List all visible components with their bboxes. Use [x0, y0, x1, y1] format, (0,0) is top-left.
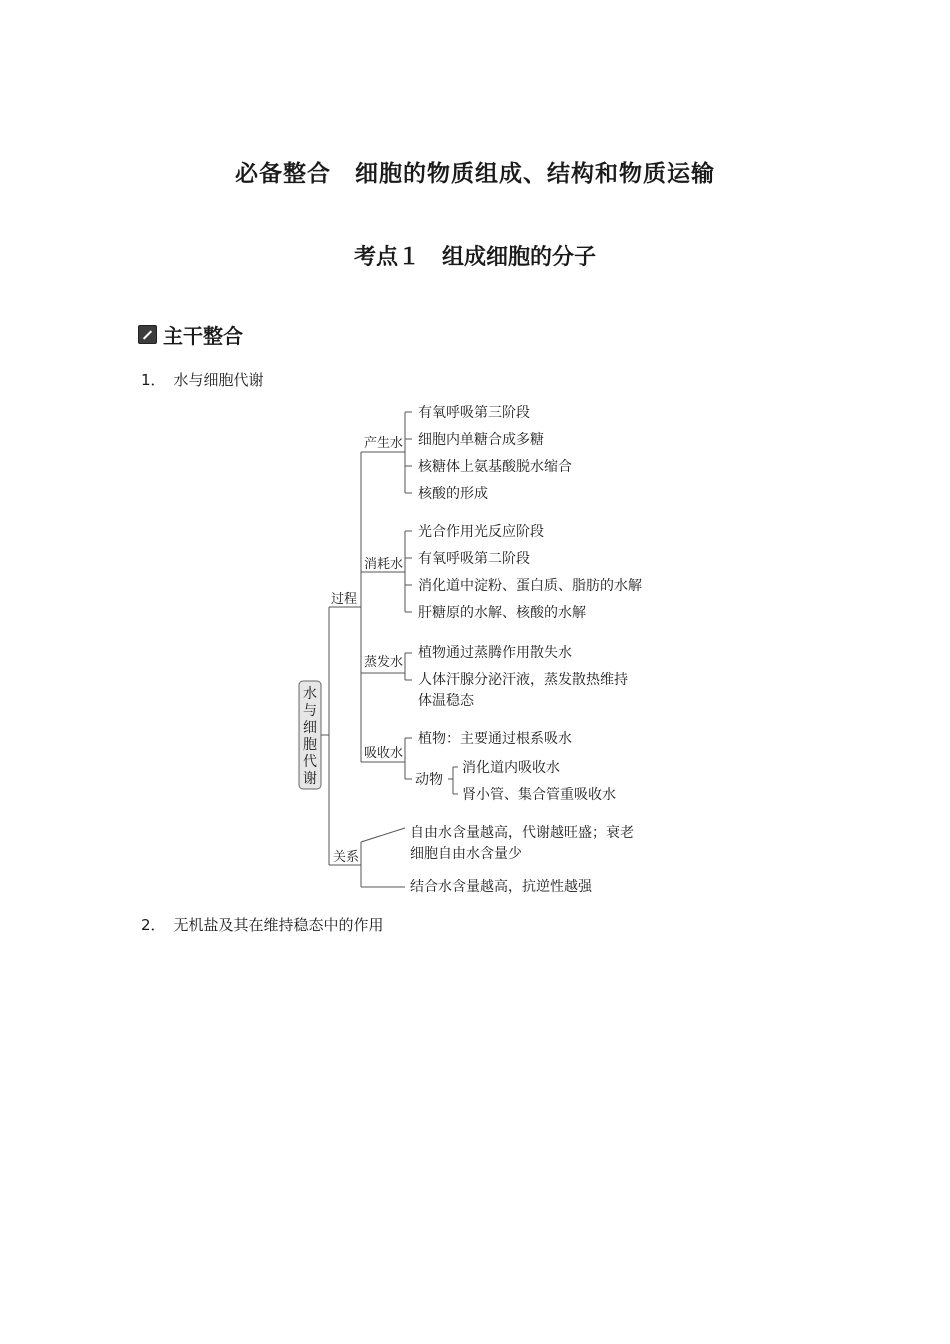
- relation-line-1: [361, 828, 405, 842]
- absorb-plant: 植物：主要通过根系吸水: [418, 731, 572, 747]
- relation-text-1b: 细胞自由水含量少: [410, 846, 522, 862]
- item-2-label: 无机盐及其在维持稳态中的作用: [173, 916, 384, 934]
- evaporate-label: 蒸发水: [364, 655, 404, 670]
- relation-text-1a: 自由水含量越高，代谢越旺盛；衰老: [410, 825, 634, 841]
- consume-item-2: 有氧呼吸第二阶段: [418, 551, 530, 567]
- section-title: 考点１ 组成细胞的分子: [353, 244, 596, 270]
- produce-item-3: 核糖体上氨基酸脱水缩合: [418, 459, 572, 475]
- page-title: 必备整合 细胞的物质组成、结构和物质运输: [235, 161, 715, 187]
- main-heading-label: 主干整合: [163, 324, 243, 348]
- consume-item-1: 光合作用光反应阶段: [418, 524, 544, 540]
- process-label: 过程: [331, 592, 358, 607]
- absorb-label: 吸收水: [364, 746, 404, 761]
- root-char-5: 代: [303, 754, 317, 770]
- root-char-2: 与: [303, 703, 317, 719]
- produce-item-2: 细胞内单糖合成多糖: [418, 432, 544, 448]
- absorb-animal-item-1: 消化道内吸收水: [462, 760, 560, 776]
- absorb-animal-item-2: 肾小管、集合管重吸收水: [462, 787, 616, 803]
- item-2-number: 2．: [141, 916, 166, 934]
- evaporate-human-line-2: 体温稳态: [418, 693, 474, 709]
- consume-label: 消耗水: [364, 557, 404, 572]
- root-char-3: 细: [303, 720, 317, 736]
- produce-item-4: 核酸的形成: [418, 486, 488, 502]
- consume-item-4: 肝糖原的水解、核酸的水解: [418, 605, 586, 621]
- relation-text-2: 结合水含量越高，抗逆性越强: [410, 879, 592, 895]
- absorb-animal-label: 动物: [415, 772, 443, 788]
- consume-item-3: 消化道中淀粉、蛋白质、脂肪的水解: [418, 578, 642, 594]
- item-1-label: 水与细胞代谢: [173, 371, 264, 389]
- produce-item-1: 有氧呼吸第三阶段: [418, 405, 530, 421]
- evaporate-human-line-1: 人体汗腺分泌汗液，蒸发散热维持: [418, 672, 628, 688]
- evaporate-item-1: 植物通过蒸腾作用散失水: [418, 645, 572, 661]
- item-1-number: 1．: [141, 371, 166, 389]
- root-char-1: 水: [303, 686, 317, 702]
- produce-label: 产生水: [364, 436, 404, 451]
- root-char-4: 胞: [303, 737, 317, 753]
- relation-label: 关系: [333, 850, 360, 865]
- root-char-6: 谢: [303, 771, 317, 787]
